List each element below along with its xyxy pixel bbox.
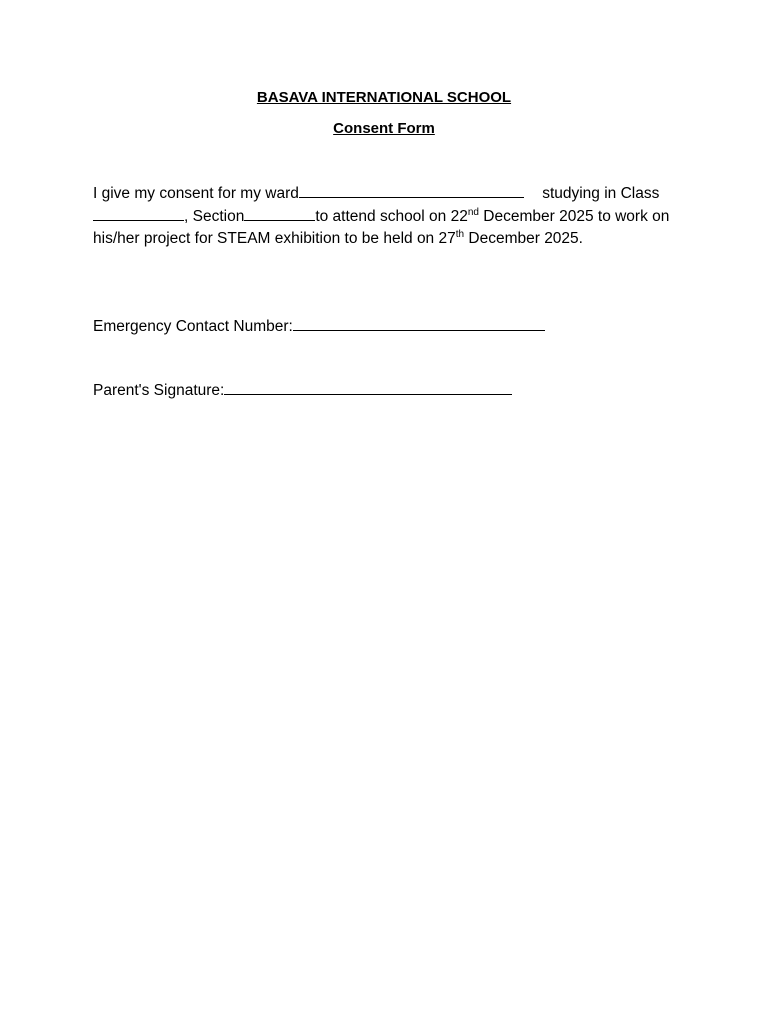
section-blank[interactable]	[244, 206, 315, 221]
class-blank[interactable]	[93, 206, 184, 221]
ward-name-blank[interactable]	[299, 183, 524, 198]
consent-text-part6: December 2025.	[464, 230, 583, 248]
form-title: Consent Form	[333, 120, 435, 137]
consent-text-part5: December 2025 to work on his/her project for STEAM exhibition to be held on 27	[93, 207, 670, 248]
emergency-contact-label: Emergency Contact Number:	[93, 318, 293, 335]
signature-blank[interactable]	[224, 380, 512, 395]
signature-label: Parent's Signature:	[93, 382, 225, 399]
date-suffix-2: th	[455, 229, 465, 241]
emergency-contact-line	[93, 316, 545, 337]
school-name: BASAVA INTERNATIONAL SCHOOL	[256, 89, 512, 106]
date-suffix-1: nd	[467, 206, 479, 218]
emergency-contact-blank[interactable]	[293, 316, 545, 331]
signature-line	[93, 380, 512, 401]
consent-text-part2: studying in Class	[542, 185, 660, 202]
consent-text-part1: I give my consent for my ward	[93, 185, 299, 202]
consent-text-part4: to attend school on 22	[315, 207, 468, 225]
consent-text-part3: , Section	[184, 207, 245, 225]
consent-paragraph	[93, 183, 683, 251]
